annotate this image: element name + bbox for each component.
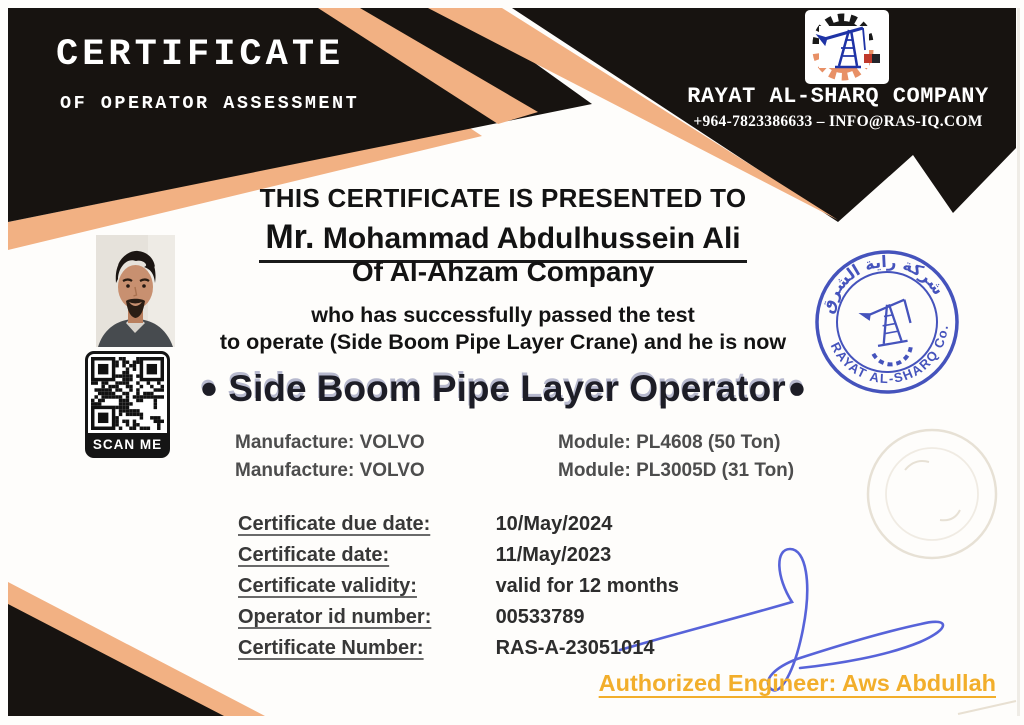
- qr-code: [85, 351, 170, 458]
- passed-test-line2: to operate (Side Boom Pipe Layer Crane) and he is now: [219, 330, 787, 354]
- stamp-pumpjack-icon: [859, 299, 917, 368]
- detail-value: 11/May/2023: [495, 544, 612, 566]
- passed-test-line1: who has successfully passed the test: [311, 303, 695, 327]
- company-logo-icon: [805, 10, 889, 84]
- detail-row-due-date: [238, 509, 679, 540]
- detail-row-operator-id: [238, 602, 679, 633]
- module-row-1: Module: PL4608 (50 Ton): [558, 432, 781, 453]
- detail-label: Certificate date:: [238, 544, 390, 566]
- manufacture-row-2: Manufacture: VOLVO: [235, 460, 425, 481]
- module-row-2: Module: PL3005D (31 Ton): [558, 460, 795, 481]
- detail-value: RAS-A-23051014: [495, 637, 655, 659]
- certificate-details: [238, 509, 679, 664]
- manufacture-row-1: Manufacture: VOLVO: [235, 432, 425, 453]
- detail-label: Certificate due date:: [238, 513, 431, 535]
- recipient-honorific: Mr.: [265, 218, 315, 256]
- svg-text:شركة راية الشرق: [809, 243, 949, 319]
- detail-value: 10/May/2024: [495, 513, 613, 535]
- detail-row-validity: [238, 571, 679, 602]
- role-bullet-left: ●: [199, 370, 219, 405]
- operator-photo: [96, 235, 175, 347]
- company-stamp: [808, 243, 966, 401]
- manufacture-column: [235, 429, 425, 485]
- qr-scan-label: SCAN ME: [87, 433, 168, 456]
- detail-row-date: [238, 540, 679, 571]
- company-contact: +964-7823386633 – INFO@RAS-IQ.COM: [693, 113, 983, 130]
- operator-role: Side Boom Pipe Layer Operator: [228, 368, 786, 409]
- certificate-subtitle: OF OPERATOR ASSESSMENT: [60, 93, 360, 114]
- recipient-name: Mohammad Abdulhussein Ali: [322, 222, 741, 255]
- scan-mark-bottom-right: [958, 701, 1016, 714]
- authorized-engineer-line: Authorized Engineer: Aws Abdullah: [598, 670, 996, 696]
- company-name: RAYAT AL-SHARQ COMPANY: [687, 84, 989, 109]
- recipient-company: Of Al-Ahzam Company: [351, 256, 655, 287]
- detail-value: 00533789: [495, 606, 585, 628]
- detail-value: valid for 12 months: [495, 575, 679, 597]
- embossed-seal: [868, 430, 996, 558]
- detail-label: Certificate validity:: [238, 575, 417, 597]
- qr-pattern: [91, 357, 164, 430]
- presented-to-line: THIS CERTIFICATE IS PRESENTED TO: [259, 183, 747, 213]
- company-logo: [805, 10, 889, 84]
- module-column: [558, 429, 794, 485]
- stamp-english-text: RAYAT AL-SHARQ Co.: [827, 323, 951, 387]
- operator-role-line: [103, 368, 903, 410]
- stamp-arabic-text: شركة راية الشرق: [817, 251, 949, 316]
- certificate-title: CERTIFICATE: [56, 34, 345, 76]
- detail-row-certificate-number: [238, 633, 679, 664]
- flag-icon: [864, 54, 880, 63]
- role-bullet-right: ●: [787, 370, 807, 405]
- detail-label: Operator id number:: [238, 606, 432, 628]
- detail-label: Certificate Number:: [238, 637, 424, 659]
